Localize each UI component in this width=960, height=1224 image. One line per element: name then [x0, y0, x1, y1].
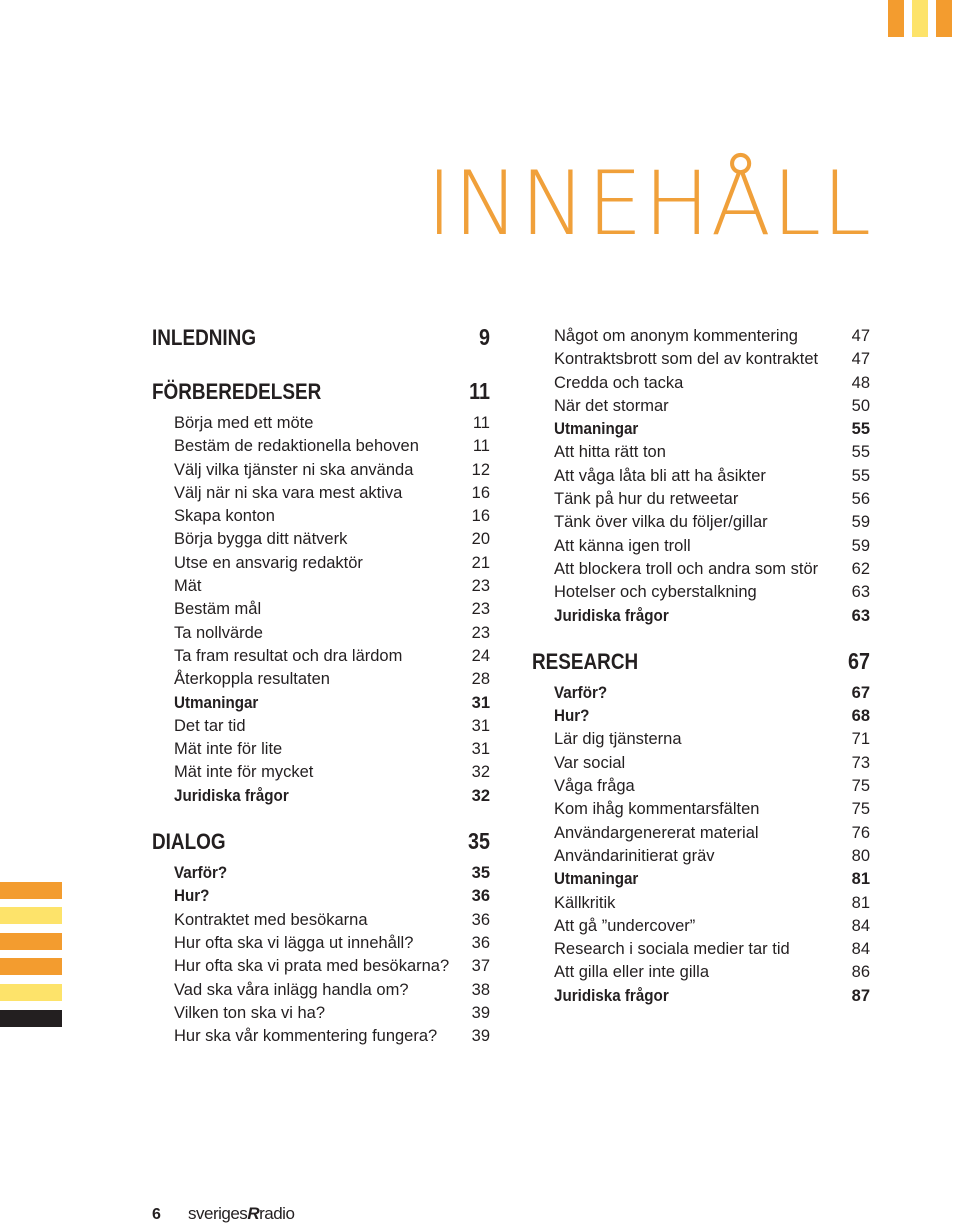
- toc-entry: [152, 1002, 490, 1025]
- toc-label: RESEARCH: [532, 648, 639, 674]
- toc-entry: [532, 892, 870, 915]
- toc-label: Utse en ansvarig redaktör: [174, 553, 363, 572]
- toc-page-number: 9: [479, 324, 491, 350]
- toc-page-number: 23: [471, 577, 490, 596]
- toc-label: Ta fram resultat och dra lärdom: [174, 646, 403, 665]
- toc-page-number: 47: [851, 350, 870, 369]
- toc-label: Vilken ton ska vi ha?: [174, 1003, 326, 1022]
- toc-entry: [152, 552, 490, 575]
- toc-page-number: 63: [851, 583, 870, 602]
- toc-column-left: [152, 325, 490, 1048]
- toc-label: Källkritik: [554, 893, 616, 912]
- toc-label: Credda och tacka: [554, 373, 684, 392]
- toc-page-number: 47: [851, 327, 870, 345]
- toc-label: Hur ofta ska vi lägga ut innehåll?: [174, 933, 414, 952]
- page-number: 6: [152, 1206, 161, 1223]
- page-title: INNEHÅLL: [426, 152, 872, 255]
- toc-page-number: 55: [851, 466, 870, 485]
- toc-page-number: 31: [471, 740, 490, 759]
- toc-entry: [532, 465, 870, 488]
- toc-page-number: 50: [851, 396, 870, 415]
- toc-page-number: 21: [471, 553, 490, 572]
- toc-entry: [532, 605, 870, 628]
- toc-label: Börja bygga ditt nätverk: [174, 530, 348, 549]
- sveriges-radio-logo: sverigesRradio: [188, 1204, 295, 1223]
- toc-label: Att blockera troll och andra som stör: [554, 559, 819, 578]
- toc-label: Att gilla eller inte gilla: [554, 963, 709, 982]
- toc-label: Juridiska frågor: [554, 986, 669, 1005]
- toc-entry: [532, 372, 870, 395]
- toc-label: Mät inte för lite: [174, 740, 283, 759]
- toc-entry: [152, 738, 490, 761]
- toc-label: Att gå ”undercover”: [554, 916, 696, 935]
- toc-label: Hur ofta ska vi prata med besökarna?: [174, 957, 450, 976]
- toc-entry: [152, 412, 490, 435]
- toc-label: Att känna igen troll: [554, 536, 691, 555]
- toc-page-number: 55: [851, 420, 870, 439]
- toc-section: [152, 325, 490, 350]
- toc-label: Lär dig tjänsterna: [554, 730, 682, 749]
- toc-label: Att hitta rätt ton: [554, 443, 666, 462]
- toc-entry: [152, 979, 490, 1002]
- toc-entry: [532, 488, 870, 511]
- toc-entry: [152, 622, 490, 645]
- toc-label: Utmaningar: [554, 420, 639, 439]
- toc-label: Hotelser och cyberstalkning: [554, 583, 757, 602]
- toc-label: Välj när ni ska vara mest aktiva: [174, 483, 403, 502]
- toc-entry: [532, 682, 870, 705]
- toc-entry: [532, 511, 870, 534]
- toc-page-number: 81: [851, 870, 870, 889]
- toc-label: Kontraktet med besökarna: [174, 910, 368, 929]
- side-stripe-orange-2: [0, 933, 62, 950]
- toc-page-number: 73: [851, 753, 870, 772]
- toc-page-number: 16: [471, 483, 490, 502]
- toc-column-right: [532, 325, 870, 1008]
- toc-entry: [152, 435, 490, 458]
- toc-entry: [152, 1025, 490, 1048]
- toc-page-number: 23: [471, 600, 490, 619]
- toc-label: Kom ihåg kommentarsfälten: [554, 800, 760, 819]
- toc-page-number: 36: [471, 910, 490, 929]
- toc-entry: [152, 715, 490, 738]
- toc-page-number: 20: [471, 530, 490, 549]
- toc-label: Våga fråga: [554, 777, 635, 796]
- section-gap: [152, 808, 490, 829]
- toc-page-number: 48: [851, 373, 870, 392]
- toc-page-number: 12: [471, 460, 490, 479]
- section-after-gap: [152, 404, 490, 412]
- toc-page-number: 71: [851, 730, 870, 749]
- toc-entry: [532, 938, 870, 961]
- toc-page-number: 37: [471, 957, 490, 976]
- toc-page-number: 35: [468, 828, 491, 855]
- toc-label: Varför?: [174, 864, 228, 883]
- toc-entry: [152, 955, 490, 978]
- toc-page-number: 63: [851, 606, 870, 625]
- toc-label: Att våga låta bli att ha åsikter: [554, 466, 766, 485]
- toc-label: Hur?: [174, 887, 210, 906]
- toc-label: Juridiska frågor: [554, 606, 669, 625]
- toc-page-number: 38: [471, 980, 490, 999]
- toc-section: [152, 829, 490, 854]
- toc-page-number: 62: [851, 559, 870, 578]
- toc-entry: [152, 575, 490, 598]
- toc-label: Tänk på hur du retweetar: [554, 490, 739, 509]
- toc-entry: [532, 868, 870, 891]
- toc-entry: [532, 822, 870, 845]
- toc-entry: [532, 961, 870, 984]
- side-stripe-orange-3: [0, 958, 62, 975]
- toc-entry: [152, 761, 490, 784]
- toc-section: [152, 379, 490, 404]
- toc-entry: [152, 785, 490, 808]
- toc-page-number: 36: [471, 887, 490, 906]
- side-stripe-black: [0, 1010, 62, 1027]
- toc-label: Något om anonym kommentering: [554, 327, 798, 345]
- toc-entry: [532, 395, 870, 418]
- toc-page-number: 31: [471, 716, 490, 735]
- toc-label: Välj vilka tjänster ni ska använda: [174, 460, 414, 479]
- toc-label: Research i sociala medier tar tid: [554, 940, 790, 959]
- toc-page-number: 11: [469, 378, 491, 404]
- side-stripe-yellow-1: [0, 907, 62, 924]
- toc-page-number: 11: [472, 437, 490, 456]
- toc-entry: [532, 418, 870, 441]
- toc-label: Mät inte för mycket: [174, 763, 314, 782]
- toc-page-number: 39: [471, 1027, 490, 1046]
- toc-page-number: 16: [471, 507, 490, 526]
- toc-label: Skapa konton: [174, 507, 275, 526]
- toc-page-number: 75: [851, 777, 870, 796]
- toc-page-number: 84: [851, 940, 870, 959]
- toc-label: Börja med ett möte: [174, 414, 314, 432]
- toc-page-number: 39: [471, 1003, 490, 1022]
- toc-entry: [152, 862, 490, 885]
- toc-label: Användargenererat material: [554, 823, 759, 842]
- toc-page-number: 56: [851, 490, 870, 509]
- toc-label: Bestäm mål: [174, 600, 262, 619]
- toc-entry: [152, 909, 490, 932]
- toc-entry: [532, 728, 870, 751]
- toc-page-number: 86: [851, 963, 870, 982]
- toc-entry: [532, 581, 870, 604]
- top-bar-orange-1: [888, 0, 904, 37]
- top-bar-orange-2: [936, 0, 952, 37]
- toc-label: Var social: [554, 753, 626, 772]
- toc-label: Ta nollvärde: [174, 623, 263, 642]
- toc-entry: [152, 482, 490, 505]
- toc-section: [532, 649, 870, 674]
- toc-entry: [152, 692, 490, 715]
- toc-entry: [152, 885, 490, 908]
- toc-page-number: 80: [851, 846, 870, 865]
- toc-page-number: 67: [848, 647, 871, 674]
- side-stripe-yellow-2: [0, 984, 62, 1001]
- toc-page-number: 87: [851, 986, 870, 1005]
- section-gap: [152, 358, 490, 379]
- toc-label: Tänk över vilka du följer/gillar: [554, 513, 768, 532]
- toc-page-number: 75: [851, 800, 870, 819]
- toc-page-number: 31: [471, 693, 490, 712]
- toc-label: Det tar tid: [174, 716, 246, 735]
- toc-entry: [152, 645, 490, 668]
- toc-entry: [152, 932, 490, 955]
- toc-page-number: 35: [471, 864, 490, 883]
- toc-page-number: 36: [471, 933, 490, 952]
- section-after-gap: [152, 350, 490, 358]
- toc-label: Vad ska våra inlägg handla om?: [174, 980, 409, 999]
- toc-label: Juridiska frågor: [174, 786, 289, 805]
- toc-entry: [152, 598, 490, 621]
- toc-entry: [532, 558, 870, 581]
- toc-label: DIALOG: [152, 829, 226, 855]
- toc-label: Varför?: [554, 683, 608, 702]
- section-after-gap: [152, 854, 490, 862]
- toc-entry: [532, 535, 870, 558]
- toc-entry: [532, 325, 870, 348]
- toc-label: Mät: [174, 577, 202, 596]
- toc-label: FÖRBEREDELSER: [152, 379, 322, 404]
- toc-entry: [532, 775, 870, 798]
- toc-page-number: 28: [471, 670, 490, 689]
- toc-entry: [532, 798, 870, 821]
- toc-page-number: 11: [472, 414, 490, 432]
- toc-label: Hur ska vår kommentering fungera?: [174, 1027, 438, 1046]
- section-gap: [532, 628, 870, 649]
- toc-entry: [152, 668, 490, 691]
- toc-page-number: 84: [851, 916, 870, 935]
- toc-entry: [532, 348, 870, 371]
- side-stripe-orange-1: [0, 882, 62, 899]
- toc-page-number: 68: [851, 707, 870, 726]
- section-after-gap: [532, 674, 870, 682]
- toc-page-number: 59: [851, 536, 870, 555]
- toc-page-number: 67: [851, 683, 870, 702]
- toc-entry: [532, 752, 870, 775]
- toc-entry: [532, 705, 870, 728]
- toc-page-number: 55: [851, 443, 870, 462]
- toc-label: När det stormar: [554, 396, 669, 415]
- toc-entry: [152, 528, 490, 551]
- toc-label: Utmaningar: [554, 870, 639, 889]
- toc-entry: [532, 845, 870, 868]
- toc-entry: [152, 505, 490, 528]
- toc-page-number: 23: [471, 623, 490, 642]
- toc-page-number: 81: [851, 893, 870, 912]
- top-bar-yellow: [912, 0, 928, 37]
- toc-page-number: 32: [471, 786, 490, 805]
- toc-entry: [532, 441, 870, 464]
- toc-page-number: 32: [471, 763, 490, 782]
- toc-page-number: 76: [851, 823, 870, 842]
- toc-page-number: 59: [851, 513, 870, 532]
- toc-label: Kontraktsbrott som del av kontraktet: [554, 350, 819, 369]
- toc-label: Återkoppla resultaten: [174, 670, 330, 689]
- toc-label: Användarinitierat gräv: [554, 846, 715, 865]
- toc-label: Utmaningar: [174, 693, 259, 712]
- toc-label: Hur?: [554, 707, 590, 726]
- toc-label: Bestäm de redaktionella behoven: [174, 437, 419, 456]
- toc-entry: [532, 915, 870, 938]
- toc-label: INLEDNING: [152, 325, 257, 350]
- toc-entry: [532, 985, 870, 1008]
- toc-page-number: 24: [471, 646, 490, 665]
- toc-entry: [152, 459, 490, 482]
